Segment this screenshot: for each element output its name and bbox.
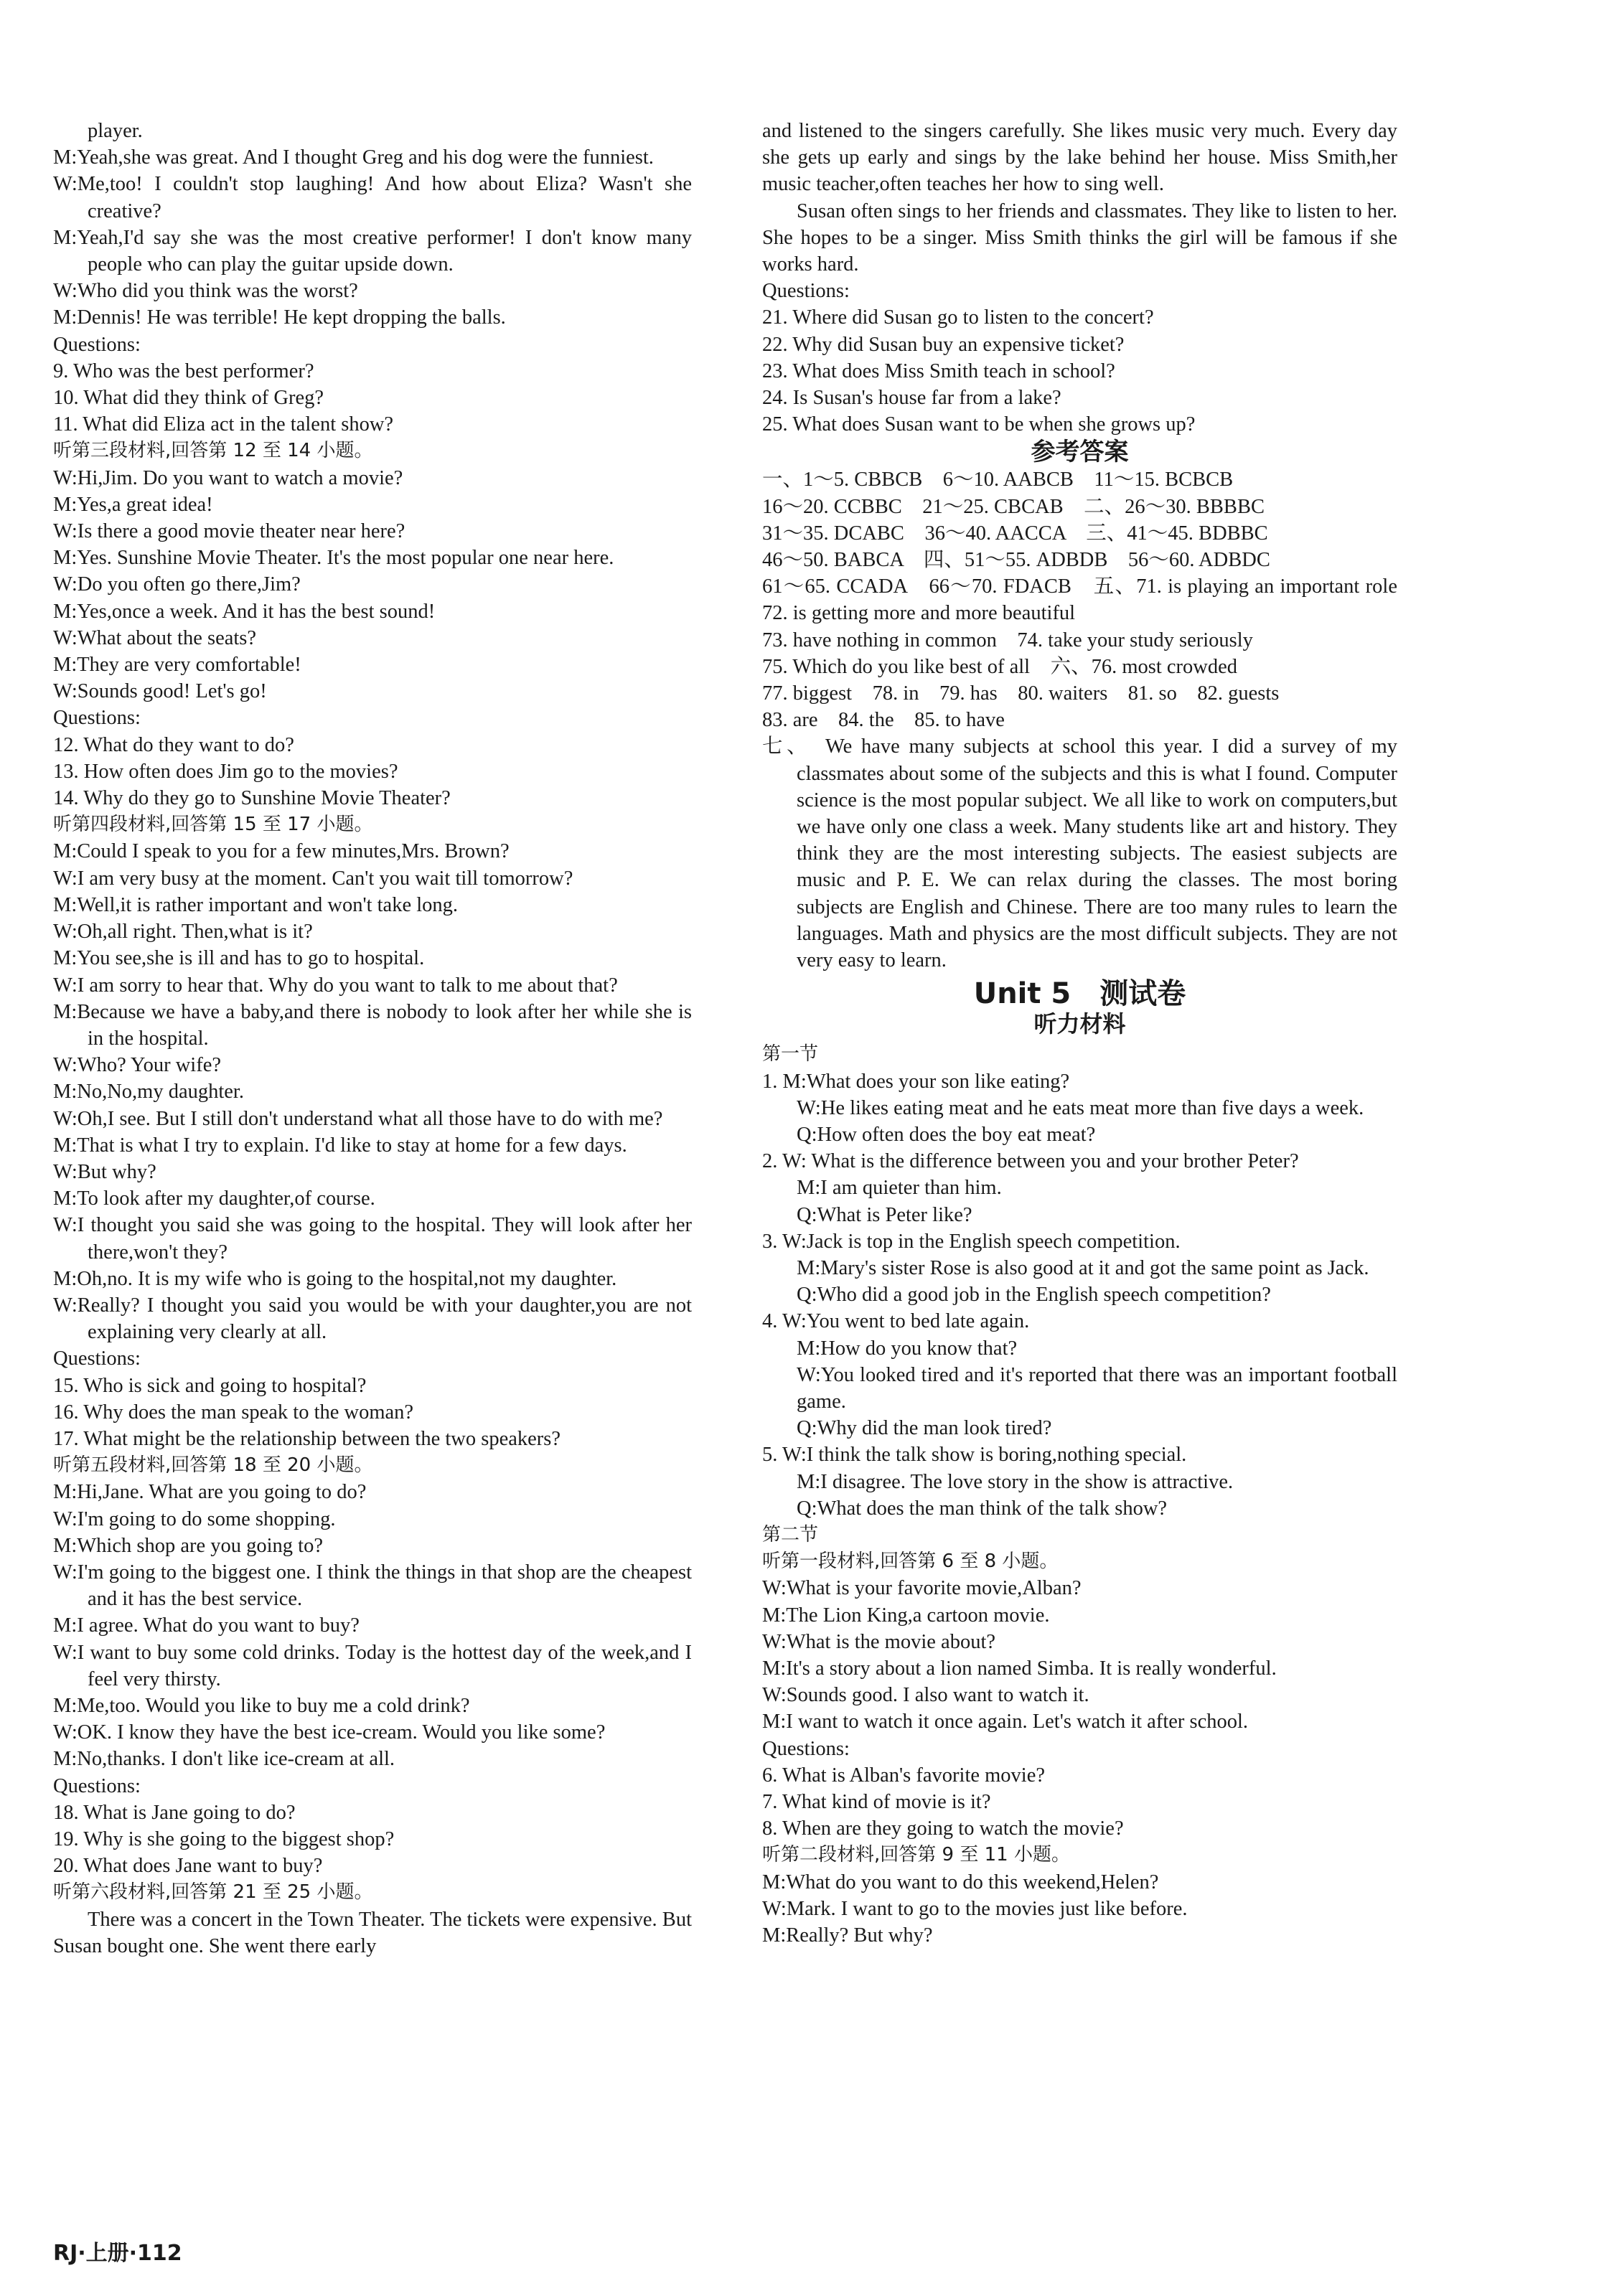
text-line: W:Who did you think was the worst?: [53, 280, 358, 303]
text-line: 77. biggest 78. in 79. has 80. waiters 81. so 82. guests: [762, 682, 1280, 705]
text-line: M:The Lion King,a cartoon movie.: [762, 1604, 1050, 1627]
text-line: 一、1～5. CBBCB 6～10. AABCB 11～15. BCBCB: [762, 469, 1234, 491]
text-line: Susan often sings to her friends and classmates. They like to listen to her. She hopes to be a singer. Miss Smith thinks the girl will be famous if she works hard.: [762, 199, 1397, 276]
section2-intro: 听第一段材料,回答第 6 至 8 小题。: [762, 1551, 1059, 1573]
text-line: Q:Why did the man look tired?: [797, 1417, 1052, 1440]
text-line: W:He likes eating meat and he eats meat more than five days a week.: [797, 1096, 1364, 1119]
text-line: 14. Why do they go to Sunshine Movie Theater?: [53, 787, 451, 810]
text-line: W:I am sorry to hear that. Why do you want to talk to me about that?: [53, 974, 618, 997]
text-line: W:Sounds good! Let's go!: [53, 680, 267, 703]
text-line: and listened to the singers carefully. She likes music very much. Every day she gets up early and sings by the lake behind her house. Miss Smith,her music teacher,often teaches her how to sing well.: [762, 120, 1397, 196]
text-line: 6. What is Alban's favorite movie?: [762, 1764, 1046, 1787]
text-line: 5. W:I think the talk show is boring,nothing special.: [762, 1444, 1187, 1467]
text-line: 23. What does Miss Smith teach in school?: [762, 359, 1115, 382]
text-line: M:How do you know that?: [797, 1337, 1018, 1360]
text-line: 25. What does Susan want to be when she grows up?: [762, 413, 1196, 436]
text-line: 61～65. CCADA 66～70. FDACB 五、71. is playing an important role 72. is getting more and more beautiful: [762, 575, 1418, 625]
text-line: W:OK. I know they have the best ice-cream. Would you like some?: [53, 1721, 606, 1744]
text-line: M:Could I speak to you for a few minutes,Mrs. Brown?: [53, 840, 510, 863]
text-line: Q:What does the man think of the talk show?: [797, 1497, 1168, 1520]
left-column: [53, 118, 692, 1959]
text-line: M:I disagree. The love story in the show is attractive.: [797, 1470, 1234, 1493]
text-line: Q:Who did a good job in the English speech competition?: [797, 1284, 1271, 1307]
text-line: W:I thought you said she was going to the hospital. They will look after her there,won't they?: [53, 1214, 692, 1264]
text-line: M:I agree. What do you want to buy?: [53, 1614, 360, 1637]
text-line: 16. Why does the man speak to the woman?: [53, 1401, 414, 1424]
text-line: 7. What kind of movie is it?: [762, 1790, 991, 1813]
section1-dialogues: [762, 1068, 1397, 1522]
text-line: W:I am very busy at the moment. Can't you wait till tomorrow?: [53, 867, 573, 890]
text-line: M:Really? But why?: [762, 1924, 933, 1947]
text-line: M:Yeah,she was great. And I thought Greg and his dog were the funniest.: [53, 146, 654, 169]
text-line: M:I am quieter than him.: [797, 1177, 1002, 1200]
text-line: Questions:: [53, 707, 141, 730]
text-line: Q:What is Peter like?: [797, 1203, 972, 1226]
text-line: M:Hi,Jane. What are you going to do?: [53, 1481, 367, 1504]
text-line: M:Oh,no. It is my wife who is going to the hospital,not my daughter.: [53, 1267, 617, 1290]
text-line: W:What is your favorite movie,Alban?: [762, 1577, 1082, 1600]
text-line: 31～35. DCABC 36～40. AACCA 三、41～45. BDBBC: [762, 522, 1268, 545]
section2-dialogues: [762, 1575, 1397, 1949]
text-line: Q:How often does the boy eat meat?: [797, 1123, 1096, 1146]
text-line: 听第五段材料,回答第 18 至 20 小题。: [53, 1454, 373, 1477]
text-line: player.: [88, 120, 143, 142]
page-footer: RJ·上册·112: [53, 2241, 182, 2266]
unit-title: Unit 5 测试卷: [973, 977, 1186, 1011]
section2-label: 第二节: [762, 1523, 819, 1545]
text-line: 听第三段材料,回答第 12 至 14 小题。: [53, 440, 373, 462]
text-line: 46～50. BABCA 四、51～55. ADBDB 56～60. ADBDC: [762, 549, 1270, 572]
text-line: M:Well,it is rather important and won't take long.: [53, 893, 459, 916]
text-line: M:Yes. Sunshine Movie Theater. It's the most popular one near here.: [53, 547, 614, 570]
text-line: 听第二段材料,回答第 9 至 11 小题。: [762, 1844, 1070, 1866]
text-line: 4. W:You went to bed late again.: [762, 1310, 1030, 1333]
text-line: W:Who? Your wife?: [53, 1054, 222, 1077]
text-line: 听第四段材料,回答第 15 至 17 小题。: [53, 814, 373, 836]
text-line: 15. Who is sick and going to hospital?: [53, 1374, 367, 1397]
text-line: M:No,thanks. I don't like ice-cream at all.: [53, 1748, 395, 1771]
text-line: M:Dennis! He was terrible! He kept dropping the balls.: [53, 306, 506, 329]
text-line: Questions:: [53, 333, 141, 356]
text-line: 12. What do they want to do?: [53, 733, 294, 756]
text-line: W:I want to buy some cold drinks. Today is the hottest day of the week,and I feel very thirsty.: [53, 1641, 692, 1690]
text-line: M:You see,she is ill and has to go to hospital.: [53, 947, 425, 970]
text-line: M:No,No,my daughter.: [53, 1081, 244, 1104]
text-line: M:What do you want to do this weekend,Helen?: [762, 1871, 1159, 1893]
text-line: Questions:: [762, 1737, 850, 1760]
text-line: 8. When are they going to watch the movie?: [762, 1817, 1124, 1840]
text-line: W:Oh,all right. Then,what is it?: [53, 921, 313, 944]
text-line: 七、 We have many subjects at school this year. I did a survey of my classmates about some of the subjects and this is what I found. Computer science is the most popular subject. We all like to work on computers,but we have only one class a week. Many students like art and history. They think they are the most interesting subjects. The easiest subjects are music and P. E. We can relax during the classes. The most boring subjects are English and Chinese. There are too many rules to learn the languages. Math and physics are the most difficult subjects. They are not very easy to learn.: [762, 735, 1397, 972]
text-line: 16～20. CCBBC 21～25. CBCAB 二、26～30. BBBBC: [762, 495, 1265, 518]
text-line: M:It's a story about a lion named Simba. It is really wonderful.: [762, 1657, 1277, 1680]
text-line: W:Me,too! I couldn't stop laughing! And how about Eliza? Wasn't she creative?: [53, 173, 692, 222]
text-line: W:What is the movie about?: [762, 1630, 996, 1653]
text-line: W:Really? I thought you said you would be with your daughter,you are not explaining very clearly at all.: [53, 1294, 692, 1344]
text-line: W:Hi,Jim. Do you want to watch a movie?: [53, 466, 403, 489]
text-line: M:Because we have a baby,and there is nobody to look after her while she is in the hospital.: [53, 1000, 692, 1050]
text-line: 20. What does Jane want to buy?: [53, 1855, 323, 1878]
text-line: W:But why?: [53, 1160, 156, 1183]
text-line: M:Yes,once a week. And it has the best sound!: [53, 600, 436, 623]
text-line: M:That is what I try to explain. I'd like to stay at home for a few days.: [53, 1134, 627, 1157]
text-line: W:You looked tired and it's reported that there was an important football game.: [797, 1363, 1397, 1413]
right-column: [762, 118, 1418, 1949]
text-line: 17. What might be the relationship between the two speakers?: [53, 1427, 561, 1450]
listening-text-continued: [762, 118, 1397, 438]
text-line: M:To look after my daughter,of course.: [53, 1187, 375, 1210]
text-line: W:Oh,I see. But I still don't understand what all those have to do with me?: [53, 1107, 663, 1130]
text-line: 1. M:What does your son like eating?: [762, 1070, 1070, 1093]
text-line: 10. What did they think of Greg?: [53, 387, 324, 410]
text-line: W:I'm going to the biggest one. I think the things in that shop are the cheapest and it has the best service.: [53, 1561, 692, 1611]
text-line: 73. have nothing in common 74. take your study seriously: [762, 629, 1253, 651]
text-line: 18. What is Jane going to do?: [53, 1801, 296, 1824]
answers-title: 参考答案: [1031, 438, 1129, 467]
text-line: W:Is there a good movie theater near here?: [53, 520, 405, 543]
text-line: M:Which shop are you going to?: [53, 1534, 323, 1557]
text-line: Questions:: [762, 280, 850, 303]
text-line: 9. Who was the best performer?: [53, 359, 314, 382]
text-line: 21. Where did Susan go to listen to the concert?: [762, 306, 1154, 329]
text-line: 75. Which do you like best of all 六、76. most crowded: [762, 655, 1237, 678]
text-line: 3. W:Jack is top in the English speech competition.: [762, 1230, 1181, 1253]
answer-key: [762, 466, 1418, 974]
listening-title: 听力材料: [1033, 1010, 1126, 1038]
text-line: There was a concert in the Town Theater. The tickets were expensive. But Susan bought one. She went there early: [53, 1908, 692, 1957]
text-line: 听第六段材料,回答第 21 至 25 小题。: [53, 1881, 373, 1904]
text-line: 24. Is Susan's house far from a lake?: [762, 387, 1061, 410]
text-line: 22. Why did Susan buy an expensive ticket?: [762, 333, 1125, 356]
text-line: M:Me,too. Would you like to buy me a cold drink?: [53, 1694, 470, 1717]
text-line: M:They are very comfortable!: [53, 654, 301, 677]
text-line: Questions:: [53, 1347, 141, 1370]
text-line: W:Mark. I want to go to the movies just like before.: [762, 1897, 1188, 1920]
text-line: M:Yes,a great idea!: [53, 493, 213, 516]
text-line: 13. How often does Jim go to the movies?: [53, 760, 398, 783]
text-line: 19. Why is she going to the biggest shop?: [53, 1828, 395, 1850]
text-line: M:Mary's sister Rose is also good at it and got the same point as Jack.: [797, 1256, 1369, 1279]
text-line: M:I want to watch it once again. Let's watch it after school.: [762, 1711, 1249, 1733]
text-line: 2. W: What is the difference between you and your brother Peter?: [762, 1150, 1299, 1173]
text-line: M:Yeah,I'd say she was the most creative performer! I don't know many people who can play the guitar upside down.: [53, 226, 692, 276]
section1-label: 第一节: [762, 1043, 819, 1065]
text-line: 83. are 84. the 85. to have: [762, 709, 1005, 732]
text-line: W:I'm going to do some shopping.: [53, 1507, 336, 1530]
text-line: W:Do you often go there,Jim?: [53, 573, 301, 596]
text-line: W:Sounds good. I also want to watch it.: [762, 1684, 1089, 1707]
text-line: Questions:: [53, 1774, 141, 1797]
text-line: 11. What did Eliza act in the talent show?: [53, 413, 394, 436]
text-line: W:What about the seats?: [53, 626, 257, 649]
